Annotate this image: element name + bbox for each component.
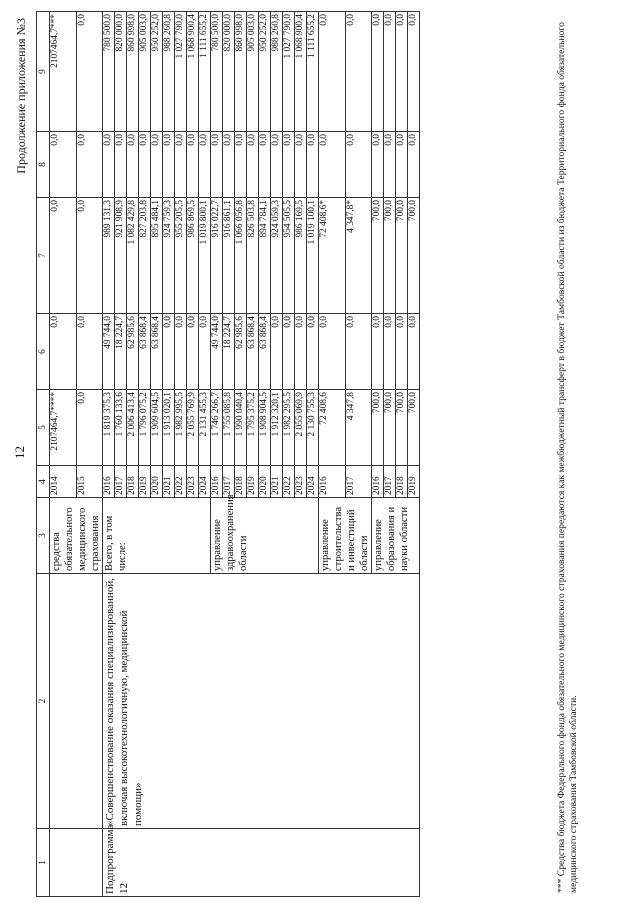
local-cell: 0,0 [127, 132, 139, 198]
year-cell: 2022 [175, 466, 187, 498]
responsible-cell: Всего, в том числе: [103, 498, 211, 574]
regional-cell: 700,0 [372, 198, 384, 314]
regional-cell: 72 408,6* [319, 198, 346, 314]
column-number-row [37, 12, 50, 897]
year-cell: 2024 [307, 466, 319, 498]
regional-cell: 894 784,1 [259, 198, 271, 314]
federal-cell: 0,0 [396, 314, 408, 390]
other-cell: 780 500,0 [211, 12, 223, 132]
other-cell: 1 068 900,4 [187, 12, 199, 132]
local-cell: 0,0 [396, 132, 408, 198]
total-cell: 1 755 085,8 [223, 390, 235, 466]
regional-cell: 700,0 [384, 198, 396, 314]
total-cell: 2 006 413,4 [127, 390, 139, 466]
total-cell: 1 796 075,2 [139, 390, 151, 466]
other-cell: 1 111 655,2 [199, 12, 211, 132]
subprogram-name: «Совершенствование оказания специализированной, включая высокотехнологичную, медицинской помощи» [103, 574, 420, 829]
other-cell: 0,0 [396, 12, 408, 132]
year-cell: 2020 [259, 466, 271, 498]
federal-cell: 62 985,6 [127, 314, 139, 390]
federal-cell: 18 224,7 [223, 314, 235, 390]
year-cell: 2016 [319, 466, 346, 498]
local-cell: 0,0 [247, 132, 259, 198]
other-cell: 988 260,8 [271, 12, 283, 132]
responsible-cell: управление строительства и инвестиций области [319, 498, 372, 574]
table-row [50, 12, 77, 897]
col-header: 7 [37, 198, 50, 314]
federal-cell: 0,0 [372, 314, 384, 390]
table-body [50, 12, 420, 897]
federal-cell: 18 224,7 [115, 314, 127, 390]
regional-cell: 921 908,9 [115, 198, 127, 314]
year-cell: 2023 [187, 466, 199, 498]
total-cell: 0,0 [76, 390, 103, 466]
footnote: *** Средства бюджета Федерального фонда обязательного медицинского страхования передаются как межбюджетный трансферт в бюджет Тамбовской области из бюджета Территориального фонда обязательного медицинского страхования Тамбовской области. [556, 22, 579, 893]
total-cell: 2107464,7**** [50, 390, 77, 466]
col-header: 8 [37, 132, 50, 198]
regional-cell: 954 505,5 [283, 198, 295, 314]
local-cell: 0,0 [50, 132, 77, 198]
year-cell: 2018 [127, 466, 139, 498]
year-cell: 2018 [235, 466, 247, 498]
col-header: 6 [37, 314, 50, 390]
table-row [103, 12, 115, 897]
regional-cell: 827 203,8 [139, 198, 151, 314]
other-cell: 950 252,0 [259, 12, 271, 132]
col-header: 2 [37, 574, 50, 829]
federal-cell: 63 868,4 [151, 314, 163, 390]
total-cell: 1 795 375,2 [247, 390, 259, 466]
total-cell: 1 760 133,6 [115, 390, 127, 466]
other-cell: 1 027 790,0 [175, 12, 187, 132]
local-cell: 0,0 [384, 132, 396, 198]
federal-cell: 0,0 [76, 314, 103, 390]
appendix-title: Продолжение приложения №3 [14, 18, 28, 174]
regional-cell: 1 082 429,8 [127, 198, 139, 314]
col-header: 1 [37, 829, 50, 897]
regional-cell: 700,0 [408, 198, 420, 314]
year-cell: 2020 [151, 466, 163, 498]
local-cell: 0,0 [259, 132, 271, 198]
federal-cell: 0,0 [408, 314, 420, 390]
year-cell: 2019 [247, 466, 259, 498]
regional-cell: 4 347,8* [345, 198, 372, 314]
col-header: 3 [37, 498, 50, 574]
local-cell: 0,0 [187, 132, 199, 198]
year-cell: 2023 [295, 466, 307, 498]
year-cell: 2015 [76, 466, 103, 498]
local-cell: 0,0 [319, 132, 346, 198]
federal-cell: 0,0 [345, 314, 372, 390]
year-cell: 2017 [115, 466, 127, 498]
local-cell: 0,0 [283, 132, 295, 198]
responsible-cell: средства обязательного медицинского страхования [50, 498, 103, 574]
local-cell: 0,0 [295, 132, 307, 198]
total-cell: 2 055 069,9 [295, 390, 307, 466]
total-cell: 72 408,6 [319, 390, 346, 466]
federal-cell: 63 868,4 [247, 314, 259, 390]
total-cell: 2 131 455,3 [199, 390, 211, 466]
total-cell: 1 990 040,4 [235, 390, 247, 466]
regional-cell: 0,0 [76, 198, 103, 314]
local-cell: 0,0 [103, 132, 115, 198]
regional-cell: 916 861,1 [223, 198, 235, 314]
other-cell: 1 068 900,4 [295, 12, 307, 132]
other-cell: 988 260,8 [163, 12, 175, 132]
federal-cell: 0,0 [283, 314, 295, 390]
subprogram-code: Подпрограмма 12 [103, 829, 420, 897]
regional-cell: 989 131,3 [103, 198, 115, 314]
regional-cell: 924 759,3 [163, 198, 175, 314]
total-cell: 1 912 320,1 [271, 390, 283, 466]
local-cell: 0,0 [271, 132, 283, 198]
other-cell: 0,0 [319, 12, 346, 132]
other-cell: 860 998,0 [235, 12, 247, 132]
regional-cell: 986 869,5 [187, 198, 199, 314]
federal-cell: 63 868,4 [259, 314, 271, 390]
total-cell: 1 746 266,7 [211, 390, 223, 466]
year-cell: 2016 [103, 466, 115, 498]
total-cell: 2 130 755,3 [307, 390, 319, 466]
year-cell: 2019 [408, 466, 420, 498]
local-cell: 0,0 [211, 132, 223, 198]
federal-cell: 0,0 [187, 314, 199, 390]
total-cell: 1 909 604,5 [151, 390, 163, 466]
regional-cell: 955 205,5 [175, 198, 187, 314]
local-cell: 0,0 [76, 132, 103, 198]
empty-name-cell [50, 574, 103, 829]
year-cell: 2016 [372, 466, 384, 498]
regional-cell: 1 066 056,8 [235, 198, 247, 314]
federal-cell: 49 744,0 [103, 314, 115, 390]
regional-cell: 700,0 [396, 198, 408, 314]
other-cell: 905 003,0 [139, 12, 151, 132]
federal-cell: 0,0 [199, 314, 211, 390]
federal-cell: 0,0 [175, 314, 187, 390]
responsible-cell: управление здравоохранения области [211, 498, 319, 574]
local-cell: 0,0 [223, 132, 235, 198]
total-cell: 700,0 [408, 390, 420, 466]
total-cell: 1 908 904,5 [259, 390, 271, 466]
regional-cell: 986 169,5 [295, 198, 307, 314]
total-cell: 700,0 [384, 390, 396, 466]
other-cell: 1 111 655,2 [307, 12, 319, 132]
local-cell: 0,0 [139, 132, 151, 198]
other-cell: 0,0 [408, 12, 420, 132]
year-cell: 2016 [211, 466, 223, 498]
year-cell: 2018 [396, 466, 408, 498]
federal-cell: 0,0 [295, 314, 307, 390]
federal-cell: 0,0 [50, 314, 77, 390]
budget-table [36, 11, 420, 897]
local-cell: 0,0 [345, 132, 372, 198]
empty-code-cell [50, 829, 103, 897]
local-cell: 0,0 [199, 132, 211, 198]
total-cell: 4 347,8 [345, 390, 372, 466]
federal-cell: 0,0 [271, 314, 283, 390]
year-cell: 2017 [223, 466, 235, 498]
regional-cell: 826 503,8 [247, 198, 259, 314]
year-cell: 2021 [163, 466, 175, 498]
local-cell: 0,0 [175, 132, 187, 198]
year-cell: 2021 [271, 466, 283, 498]
total-cell: 1 819 375,3 [103, 390, 115, 466]
page-number: 12 [12, 446, 27, 459]
total-cell: 1 913 020,1 [163, 390, 175, 466]
total-cell: 1 982 995,5 [175, 390, 187, 466]
other-cell: 905 003,0 [247, 12, 259, 132]
regional-cell: 0,0 [50, 198, 77, 314]
local-cell: 0,0 [163, 132, 175, 198]
year-cell: 2017 [384, 466, 396, 498]
local-cell: 0,0 [307, 132, 319, 198]
other-cell: 0,0 [345, 12, 372, 132]
total-cell: 700,0 [372, 390, 384, 466]
col-header: 4 [37, 466, 50, 498]
other-cell: 820 000,0 [223, 12, 235, 132]
regional-cell: 1 019 100,1 [307, 198, 319, 314]
regional-cell: 916 022,7 [211, 198, 223, 314]
year-cell: 2022 [283, 466, 295, 498]
federal-cell: 62 985,6 [235, 314, 247, 390]
total-cell: 2 055 769,9 [187, 390, 199, 466]
local-cell: 0,0 [115, 132, 127, 198]
total-cell: 1 982 295,5 [283, 390, 295, 466]
federal-cell: 0,0 [319, 314, 346, 390]
other-cell: 0,0 [372, 12, 384, 132]
responsible-cell: управление образования и науки области [372, 498, 420, 574]
federal-cell: 0,0 [163, 314, 175, 390]
regional-cell: 924 059,3 [271, 198, 283, 314]
federal-cell: 0,0 [384, 314, 396, 390]
col-header: 5 [37, 390, 50, 466]
federal-cell: 0,0 [307, 314, 319, 390]
regional-cell: 1 019 800,1 [199, 198, 211, 314]
other-cell: 2107464,7*** [50, 12, 77, 132]
other-cell: 860 998,0 [127, 12, 139, 132]
year-cell: 2019 [139, 466, 151, 498]
year-cell: 2017 [345, 466, 372, 498]
col-header: 9 [37, 12, 50, 132]
other-cell: 1 027 790,0 [283, 12, 295, 132]
other-cell: 780 500,0 [103, 12, 115, 132]
federal-cell: 49 744,0 [211, 314, 223, 390]
regional-cell: 895 484,1 [151, 198, 163, 314]
federal-cell: 63 868,4 [139, 314, 151, 390]
other-cell: 0,0 [76, 12, 103, 132]
local-cell: 0,0 [372, 132, 384, 198]
other-cell: 0,0 [384, 12, 396, 132]
year-cell: 2024 [199, 466, 211, 498]
total-cell: 700,0 [396, 390, 408, 466]
other-cell: 820 000,0 [115, 12, 127, 132]
local-cell: 0,0 [151, 132, 163, 198]
local-cell: 0,0 [408, 132, 420, 198]
local-cell: 0,0 [235, 132, 247, 198]
year-cell: 2014 [50, 466, 77, 498]
other-cell: 950 252,0 [151, 12, 163, 132]
